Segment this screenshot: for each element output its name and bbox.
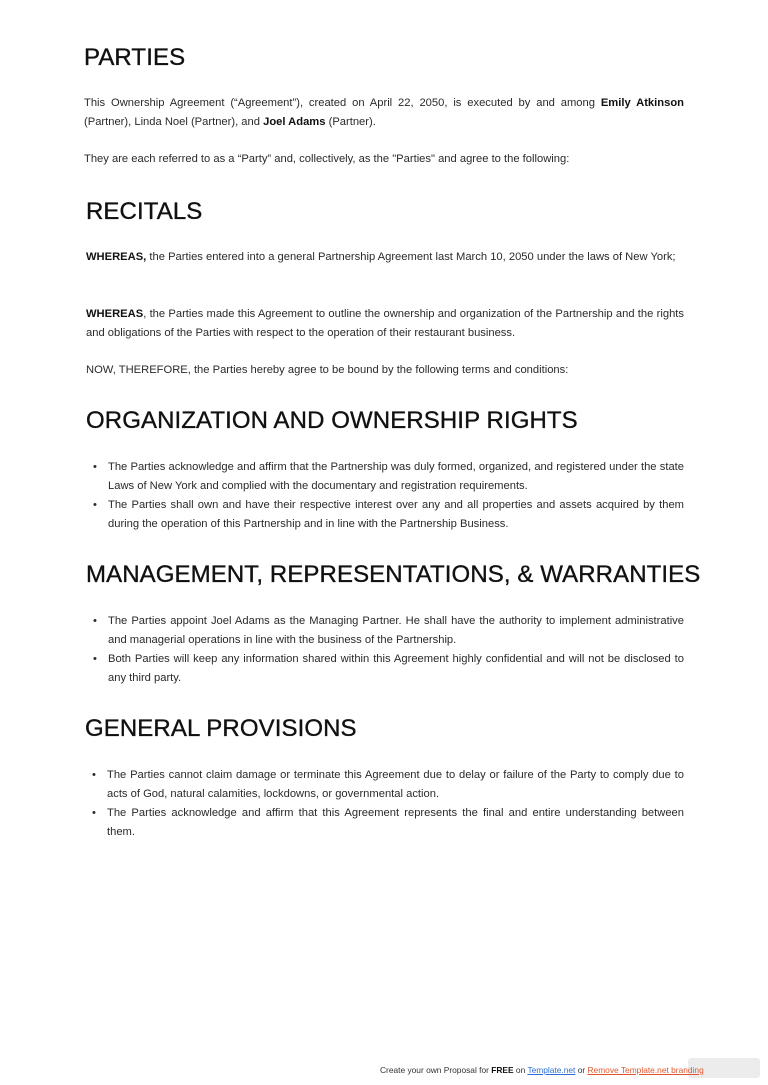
recital-whereas-1 (86, 248, 684, 267)
recital-whereas-2 (86, 305, 684, 343)
list-item (85, 766, 684, 804)
template-net-link[interactable]: Template.net (527, 1065, 576, 1075)
list-item-text: The Parties acknowledge and affirm that the Partnership was duly formed, organized, and registered under the state Laws of New York and complied with the documentary and registration requirements. (108, 461, 684, 492)
parties-text-b: (Partner), Linda Noel (Partner), and (84, 116, 264, 128)
footer-prefix: Create your own Proposal for (380, 1065, 492, 1075)
whereas-1-label: WHEREAS, (86, 251, 147, 263)
parties-text-c: (Partner). (325, 116, 376, 128)
general-provisions-list (85, 766, 684, 842)
list-item (85, 804, 684, 842)
list-item-text: The Parties cannot claim damage or terminate this Agreement due to delay or failure of the Party to comply due to acts of God, natural calamities, lockdowns, or governmental action. (107, 769, 684, 800)
recital-now-therefore: NOW, THEREFORE, the Parties hereby agree to be bound by the following terms and conditions: (86, 364, 569, 376)
whereas-2-text: , the Parties made this Agreement to outline the ownership and organization of the Partnership and the rights and obligations of the Parties with respect to the operation of their restaurant business. (86, 308, 684, 339)
organization-heading: ORGANIZATION AND OWNERSHIP RIGHTS (86, 407, 578, 434)
whereas-1-text: the Parties entered into a general Partnership Agreement last March 10, 2050 under the laws of New York; (146, 251, 676, 263)
footer-free: FREE (491, 1065, 514, 1075)
footer-or: or (575, 1065, 588, 1075)
general-provisions-heading: GENERAL PROVISIONS (85, 715, 357, 742)
list-item (86, 612, 684, 650)
organization-list (86, 458, 684, 534)
recitals-heading: RECITALS (86, 198, 203, 225)
bullet-glyph: • (93, 653, 97, 665)
footer-on: on (513, 1065, 528, 1075)
bullet-glyph: • (93, 461, 97, 473)
parties-heading: PARTIES (84, 44, 186, 71)
list-item-text: The Parties shall own and have their respective interest over any and all properties and assets acquired by them during the operation of this Partnership and in line with the Partnership Business. (108, 499, 684, 530)
whereas-2-label: WHEREAS (86, 308, 144, 320)
list-item-text: The Parties appoint Joel Adams as the Managing Partner. He shall have the authority to implement administrative and managerial operations in line with the business of the Partnership. (108, 615, 684, 646)
bullet-glyph: • (92, 807, 96, 819)
list-item (86, 650, 684, 688)
parties-paragraph (84, 94, 684, 132)
parties-text-a: This Ownership Agreement (“Agreement”), created on April 22, 2050, is executed by and among (84, 97, 601, 109)
parties-referred-paragraph: They are each referred to as a “Party” and, collectively, as the "Parties" and agree to the following: (84, 153, 570, 165)
bullet-glyph: • (92, 769, 96, 781)
list-item (86, 458, 684, 496)
list-item (86, 496, 684, 534)
list-item-text: Both Parties will keep any information shared within this Agreement highly confidential and will not be disclosed to any third party. (108, 653, 684, 684)
footer-branding (380, 1064, 704, 1076)
list-item-text: The Parties acknowledge and affirm that this Agreement represents the final and entire understanding between them. (107, 807, 684, 838)
management-list (86, 612, 684, 688)
remove-branding-link[interactable]: Remove Template.net branding (587, 1065, 704, 1075)
management-heading: MANAGEMENT, REPRESENTATIONS, & WARRANTIES (86, 561, 701, 588)
party-name-joel: Joel Adams (263, 116, 326, 128)
party-name-emily: Emily Atkinson (600, 97, 684, 109)
bullet-glyph: • (93, 615, 97, 627)
bullet-glyph: • (93, 499, 97, 511)
